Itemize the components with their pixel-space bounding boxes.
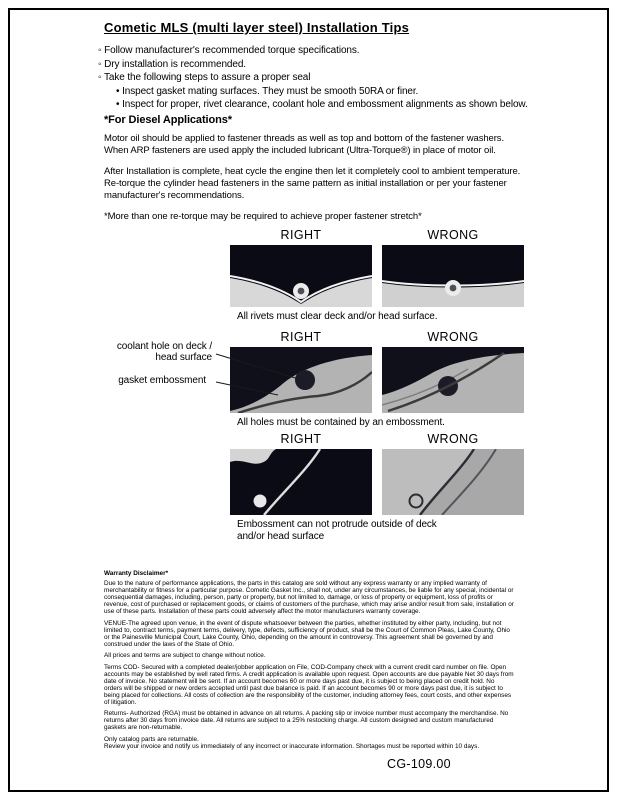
figure-caption: All rivets must clear deck and/or head surface. bbox=[237, 311, 438, 322]
installation-tips-list bbox=[98, 45, 528, 113]
wrong-label: WRONG bbox=[427, 330, 479, 344]
warranty-disclaimer-heading: Warranty Disclaimer* bbox=[104, 570, 169, 577]
list-item: ◦ Take the following steps to assure a proper seal bbox=[98, 72, 528, 83]
protrusion-wrong-diagram bbox=[382, 449, 524, 515]
retorque-note: *More than one re-torque may be required to achieve proper fastener stretch* bbox=[104, 211, 422, 222]
legal-paragraph: Only catalog parts are returnable. bbox=[104, 735, 199, 743]
right-label: RIGHT bbox=[280, 228, 322, 242]
diesel-heading: *For Diesel Applications* bbox=[104, 114, 232, 126]
right-label: RIGHT bbox=[280, 330, 322, 344]
list-item: • Inspect gasket mating surfaces. They must be smooth 50RA or finer. bbox=[116, 86, 528, 97]
embossment-wrong-diagram bbox=[382, 347, 524, 413]
protrusion-right-diagram bbox=[230, 449, 372, 515]
figure-caption: Embossment can not protrude outside of deck and/or head surface bbox=[237, 519, 437, 542]
list-item: ◦ Dry installation is recommended. bbox=[98, 59, 528, 70]
legal-paragraph: VENUE-The agreed upon venue, in the event of dispute whatsoever between the parties, whether instituted by either party, including, but not limited to, contract terms, payment terms, delivery, type, defects, sufficiency of product, shall be the Court of Common Pleas, Lake County, Ohio or the Painesville Municipal Court, Lake County, Ohio, depending on the amount in controversy. This agreement shall be governed by and construed under the laws of the State of Ohio. bbox=[104, 619, 510, 648]
catalog-code: CG-109.00 bbox=[387, 757, 451, 771]
figure-protrusion bbox=[230, 432, 524, 542]
diesel-applications-section bbox=[104, 114, 524, 223]
diesel-paragraph: After Installation is complete, heat cycle the engine then let it completely cool to ambient temperature. Re-torque the cylinder head fasteners in the same pattern as initial installation or per your fastener manufacturer's recommendations. bbox=[104, 166, 521, 201]
legal-paragraph: Review your invoice and notify us immediately of any incorrect or inaccurate information. Shortages must be reported within 10 days. bbox=[104, 742, 480, 750]
gasket-embossment-callout: gasket embossment bbox=[118, 375, 206, 386]
list-item: • Inspect for proper, rivet clearance, coolant hole and embossment alignments as shown below. bbox=[116, 99, 528, 110]
page-title: Cometic MLS (multi layer steel) Installation Tips bbox=[104, 20, 410, 35]
wrong-label: WRONG bbox=[427, 432, 479, 446]
diesel-paragraph: Motor oil should be applied to fastener threads as well as top and bottom of the fastener washers. When ARP fasteners are used apply the included lubricant (Ultra-Torque®) in place of motor oil. bbox=[104, 133, 504, 156]
wrong-label: WRONG bbox=[427, 228, 479, 242]
rivet-right-diagram bbox=[230, 245, 372, 307]
list-item: ◦ Follow manufacturer's recommended torque specifications. bbox=[98, 45, 528, 56]
figure-caption: All holes must be contained by an embossment. bbox=[237, 417, 445, 428]
legal-paragraph: Terms COD- Secured with a completed dealer/jobber application on File, COD-Company check with a current credit card number on file. Open accounts may be established by well rated firms. A credit application is available upon request. Open accounts are due payable Net 30 days from date of invoice. No statement will be sent. If an account becomes 60 or more days past due, it is subject to being placed on credit hold. No orders will be shipped or new orders accepted until past due balance is paid. If an account becomes 90 or more days past due, it is subject to being placed for collections. All costs of collection are the responsibility of the customer, including attorney fees, court costs, and other expenses of litigation. bbox=[104, 663, 514, 706]
right-label: RIGHT bbox=[280, 432, 322, 446]
figure-rivets bbox=[230, 228, 524, 322]
rivet-wrong-diagram bbox=[382, 245, 524, 307]
legal-section bbox=[104, 570, 514, 754]
legal-paragraph: Returns- Authorized (RGA) must be obtained in advance on all returns. A packing slip or invoice number must accompany the merchandise. No returns after 30 days from invoice date. All returns are subject to a 25% restocking charge. All custom designed and custom manufactured gaskets are non-returnable. bbox=[104, 710, 509, 731]
legal-paragraph: Due to the nature of performance applications, the parts in this catalog are sold without any express warranty or any implied warranty of merchantability or fitness for a particular purpose. Cometic Gasket Inc., shall not, under any circumstances, be liable for any special, incidental or consequential damages, including, person, party or property, but not limited to, damage, or loss of property or equipment, loss of profits or revenue, cost of purchased or replacement goods, or claims of customers of the purchase, which may arise and/or result from sale, installation or use of these parts. Installation of these parts could adversely affect the motor manufacturers warranty coverage. bbox=[104, 580, 514, 615]
coolant-hole-callout: coolant hole on deck / head surface bbox=[116, 341, 212, 363]
legal-paragraph: All prices and terms are subject to change without notice. bbox=[104, 652, 266, 659]
callout-connector-lines bbox=[214, 346, 314, 402]
